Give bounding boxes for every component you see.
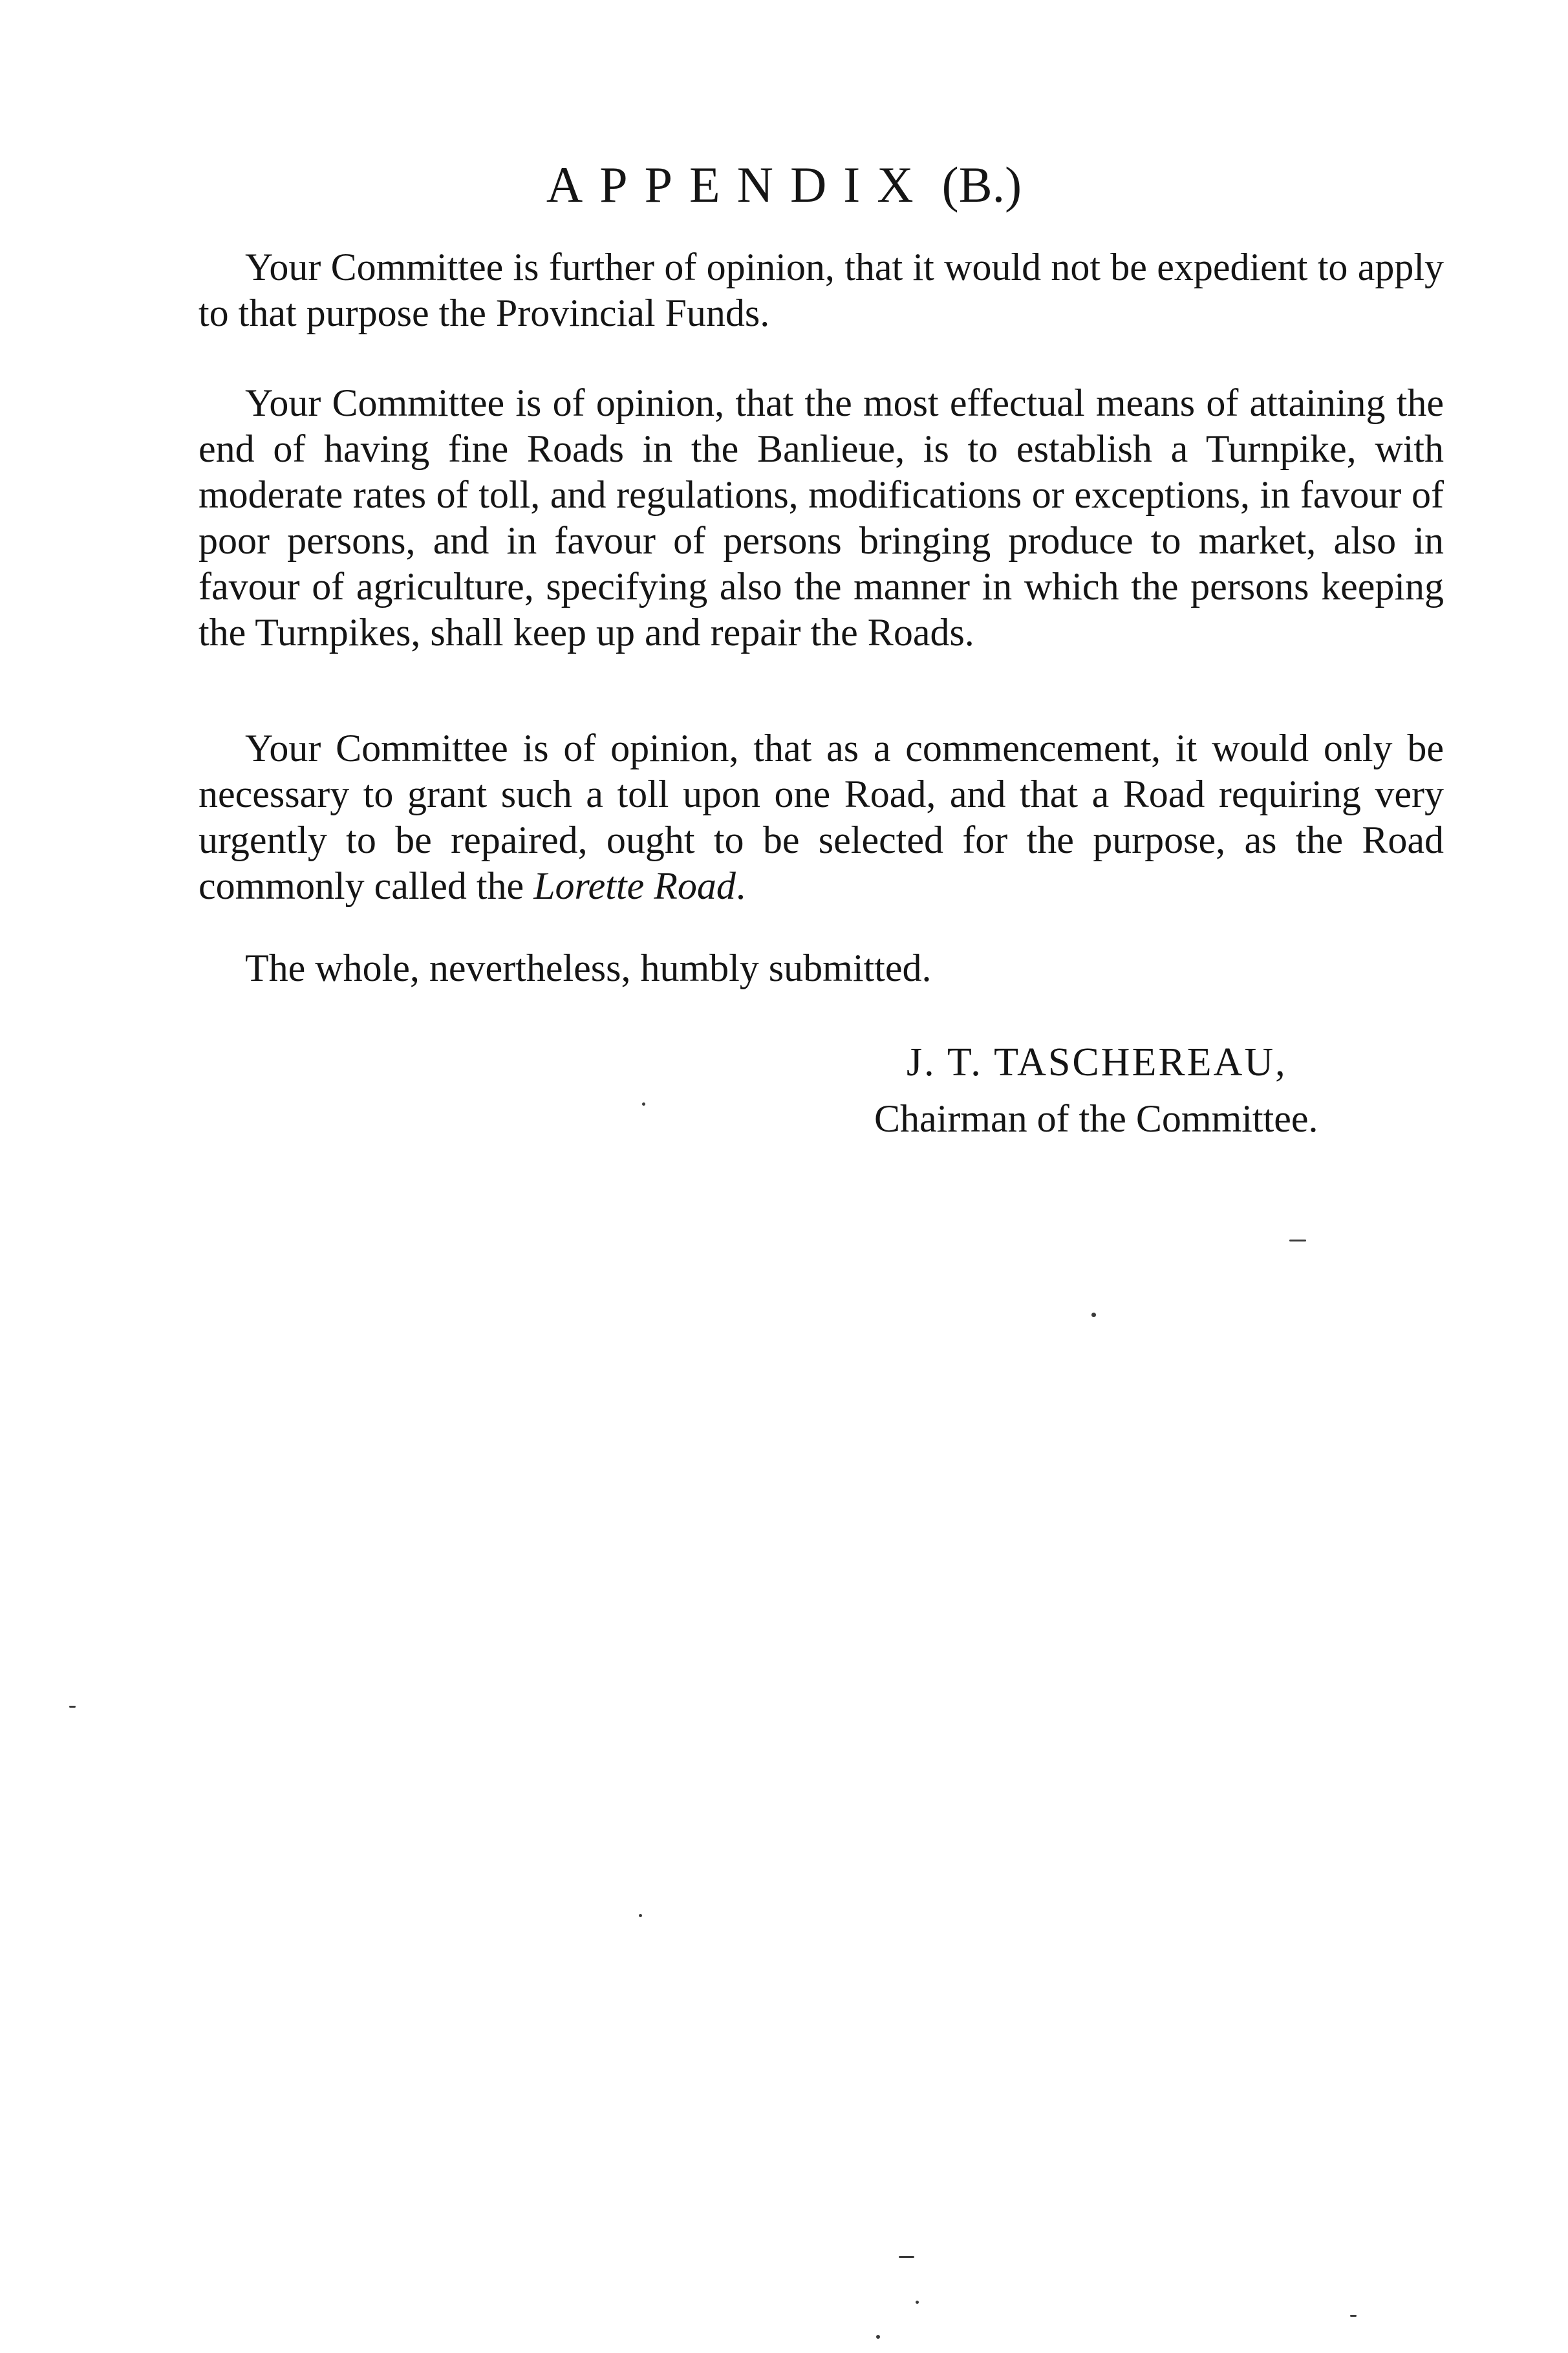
scan-speck xyxy=(899,2256,914,2258)
scan-speck xyxy=(1350,2315,1357,2317)
scan-speck xyxy=(69,1706,76,1708)
scan-speck xyxy=(639,1914,642,1917)
scan-speck xyxy=(642,1102,645,1106)
paragraph-1: Your Committee is further of opinion, that it would not be expedient to apply to that purpose the Provincial Funds. xyxy=(199,246,1444,334)
scan-speck xyxy=(876,2335,880,2339)
paragraph-3 xyxy=(199,725,1444,909)
lorette-road-emphasis: Lorette Road xyxy=(533,865,736,907)
scan-speck xyxy=(1289,1240,1306,1241)
paragraph-3-end: . xyxy=(735,865,746,907)
paragraph-4: The whole, nevertheless, humbly submitted. xyxy=(245,947,932,989)
heading-title: APPENDIX xyxy=(546,156,930,213)
scan-speck xyxy=(916,2301,919,2304)
appendix-heading xyxy=(0,153,1568,217)
signatory-name: J. T. TASCHEREAU, xyxy=(907,1040,1287,1084)
scan-speck xyxy=(1091,1313,1096,1317)
paragraph-2: Your Committee is of opinion, that the most effectual means of attaining the end of having fine Roads in the Banlieue, is to establish a Turnpike, with moderate rates of toll, and regulations, modifications or exceptions, in favour of poor persons, and in favour of persons bringing produce to market, also in favour of agriculture, specifying also the manner in which the persons keeping the Turnpikes, shall keep up and repair the Roads. xyxy=(199,381,1444,654)
heading-label: (B.) xyxy=(941,156,1022,213)
signatory-title: Chairman of the Committee. xyxy=(874,1097,1318,1140)
paragraph-3-text: Your Committee is of opinion, that as a commencement, it would only be necessary to grant such a toll upon one Road, and that a Road requiring very urgently to be repaired, ought to be selected for the purpose, as the Road commonly called the xyxy=(199,727,1444,907)
